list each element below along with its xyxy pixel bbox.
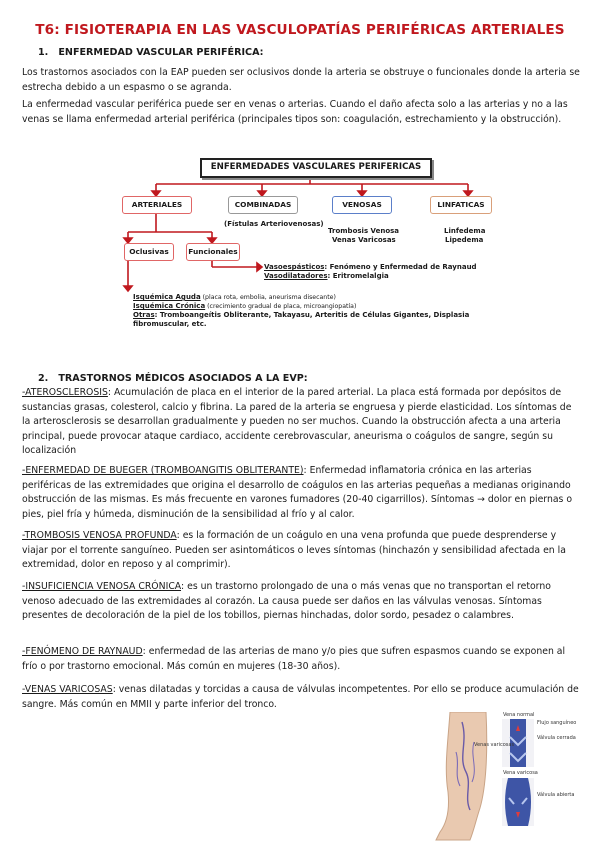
vasodilatadores-label: Vasodilatadores: [264, 272, 328, 280]
item-trombosis: -TROMBOSIS VENOSA PROFUNDA: es la formación de un coágulo en una vena profunda que puede desprenderse y viajar por el torrente sanguíneo. Pueden ser asintomáticos o leves síntomas (hinchazón y sensibilidad afectada en la extremidad, dolor en reposo y al comprimir).: [22, 530, 566, 571]
item-text: venas dilatadas y torcidas a causa de válvulas incompetentes. Por ello se produce acumulación de sangre. Más común en MMII y parte inferior del tronco.: [22, 684, 579, 710]
item-term: -ATEROSCLEROSIS: [22, 387, 108, 398]
valvula-cerrada-label: Válvula cerrada: [537, 735, 576, 741]
isquemica-cronica-label: Isquémica Crónica: [133, 302, 206, 310]
item-term: -TROMBOSIS VENOSA PROFUNDA: [22, 530, 177, 541]
item-raynaud: -FENÓMENO DE RAYNAUD: enfermedad de las arterias de mano y/o pies que sufren espasmos cuando se exponen al frío o por trastorno emocional. Más común en mujeres (18-30 años).: [22, 646, 566, 672]
vena-normal-label: Vena normal: [503, 712, 535, 718]
linfaticas-item-1: Linfedema: [444, 227, 486, 235]
section-2-number: 2.: [38, 373, 49, 384]
item-term: -VENAS VARICOSAS: [22, 684, 113, 695]
combinadas-note: (Fístulas Arteriovenosas): [224, 220, 324, 228]
evp-classification-diagram: [0, 150, 600, 360]
arteriales-box: ARTERIALES: [122, 196, 192, 214]
vasoespasticos-text: : Fenómeno y Enfermedad de Raynaud: [324, 263, 477, 271]
section-2-heading: [38, 373, 308, 384]
section-1-title: ENFERMEDAD VASCULAR PERIFÉRICA:: [58, 47, 264, 58]
section-1-number: 1.: [38, 47, 49, 58]
main-category-box: ENFERMEDADES VASCULARES PERIFERICAS: [200, 158, 432, 178]
item-buerger: -ENFERMEDAD DE BUEGER (TROMBOANGITIS OBLITERANTE): Enfermedad inflamatoria crónica en las arterias periféricas de las extremidades que origina el desarrollo de coágulos en las arterias pequeñas a medianas originando obstrucción de las mismas. Es más frecuente en varones fumadores (20-40 cigarrillos). Síntomas → dolor en piernas o pies, piel fría y húmeda, disminución de la sensibilidad al frío y al calor.: [22, 465, 573, 520]
section-2-title: TRASTORNOS MÉDICOS ASOCIADOS A LA EVP:: [58, 373, 308, 384]
item-varices: -VENAS VARICOSAS: venas dilatadas y torcidas a causa de válvulas incompetentes. Por ello se produce acumulación de sangre. Más común en MMII y parte inferior del tronco.: [22, 684, 579, 710]
linfaticas-box: LINFATICAS: [430, 196, 492, 214]
venosas-box: VENOSAS: [332, 196, 392, 214]
valvula-abierta-label: Válvula abierta: [537, 792, 575, 798]
isquemica-cronica-text: (crecimiento gradual de placa, microangiopatía): [205, 303, 357, 310]
combinadas-box: COMBINADAS: [228, 196, 298, 214]
isquemica-cronica-line: [133, 302, 356, 311]
item-text: es la formación de un coágulo en una vena profunda que puede desprenderse y viajar por el torrente sanguíneo. Pueden ser asintomáticos o leves síntomas (hinchazón y sensibilidad afectada en la extremidad, dolor en reposo y al comprimir).: [22, 530, 566, 571]
venas-varicosas-label: Venas varicosas: [474, 742, 515, 748]
funcionales-box: Funcionales: [186, 243, 240, 261]
item-term: -INSUFICIENCIA VENOSA CRÓNICA: [22, 581, 182, 592]
vasoespasticos-line: [264, 263, 477, 272]
vena-varicosa-image: [502, 778, 534, 826]
vasodilatadores-text: : Eritromelalgia: [327, 272, 389, 280]
isquemica-aguda-line: [133, 293, 336, 302]
venosas-item-2: Venas Varicosas: [332, 236, 396, 244]
item-term: -ENFERMEDAD DE BUEGER (TROMBOANGITIS OBLITERANTE): [22, 465, 304, 476]
oclusivas-box: Oclusivas: [124, 243, 174, 261]
otras-line: [133, 311, 473, 329]
item-text: enfermedad de las arterias de mano y/o pies que sufren espasmos cuando se exponen al frío o por trastorno emocional. Más común en mujeres (18-30 años).: [22, 646, 566, 672]
otras-label: Otras: [133, 311, 155, 319]
section-1-paragraph-1: Los trastornos asociados con la EAP pueden ser oclusivos donde la arteria se obstruye o funcionales donde la arteria se estrecha debido a un espasmo o se agranda.: [22, 67, 580, 93]
section-1-paragraph-2: La enfermedad vascular periférica puede ser en venas o arterias. Cuando el daño afecta solo a las arterias y no a las venas se llama enfermedad arterial periférica (principales tipos son: coagulación, estrechamiento y la obstrucción).: [22, 99, 568, 125]
item-text: es un trastorno prolongado de una o más venas que no transportan el retorno venoso adecuado de las extremidades al corazón. La causa puede ser daños en las válvulas venosas. Síntomas presentes de decoloración de la piel de los tobillos, piernas hinchadas, dolor sordo, pesadez o calambres.: [22, 581, 551, 622]
item-aterosclerosis: -ATEROSCLEROSIS: Acumulación de placa en el interior de la pared arterial. La placa está formada por depósitos de sustancias grasas, colesterol, calcio y fibrina. La pared de la arteria se engruesa y pierde elasticidad. Los síntomas de la arterosclerosis se desarrollan gradualmente y pueden no ser muchos. Cuando la obstrucción afecta a una arteria principal, puede provocar ataque cardiaco, accidente cerebrovascular, aneurisma o coágulos de sangre, según su localización: [22, 387, 572, 457]
vena-varicosa-label: Vena varicosa: [503, 770, 538, 776]
vasodilatadores-line: [264, 272, 389, 281]
page-title: T6: FISIOTERAPIA EN LAS VASCULOPATÍAS PERIFÉRICAS ARTERIALES: [35, 22, 565, 38]
linfaticas-item-2: Lipedema: [445, 236, 484, 244]
item-term: -FENÓMENO DE RAYNAUD: [22, 646, 143, 657]
isquemica-aguda-label: Isquémica Aguda: [133, 293, 201, 301]
item-text: Enfermedad inflamatoria crónica en las arterias periféricas de las extremidades que origina el desarrollo de coágulos en las arterias pequeñas a medianas originando obstrucción de las mismas. Es más frecuente en varones fumadores (20-40 cigarrillos). Síntomas → dolor en piernas o pies, piel fría y húmeda, disminución de la sensibilidad al frío y al calor.: [22, 465, 573, 520]
vasoespasticos-label: Vasoespásticos: [264, 263, 325, 271]
item-insuficiencia: -INSUFICIENCIA VENOSA CRÓNICA: es un trastorno prolongado de una o más venas que no transportan el retorno venoso adecuado de las extremidades al corazón. La causa puede ser daños en las válvulas venosas. Síntomas presentes de decoloración de la piel de los tobillos, piernas hinchadas, dolor sordo, pesadez o calambres.: [22, 581, 551, 622]
venosas-item-1: Trombosis Venosa: [328, 227, 400, 235]
section-1-heading: [38, 47, 264, 58]
flujo-label: Flujo sanguíneo: [537, 720, 577, 726]
otras-text: : Tromboangeítis Obliterante, Takayasu, Arteritis de Células Gigantes, Displasia fibromuscular, etc.: [133, 311, 470, 328]
isquemica-aguda-text: (placa rota, embolia, aneurisma disecante): [200, 294, 336, 301]
item-text: Acumulación de placa en el interior de la pared arterial. La placa está formada por depósitos de sustancias grasas, colesterol, calcio y fibrina. La pared de la arteria se engruesa y pierde elasticidad. Los síntomas de la arterosclerosis se desarrollan gradualmente y pueden no ser muchos. Cuando la obstrucción afecta a una arteria principal, puede provocar ataque cardiaco, accidente cerebrovascular, aneurisma o coágulos de sangre, según su localización: [22, 387, 572, 457]
leg-illustration: [430, 712, 500, 842]
